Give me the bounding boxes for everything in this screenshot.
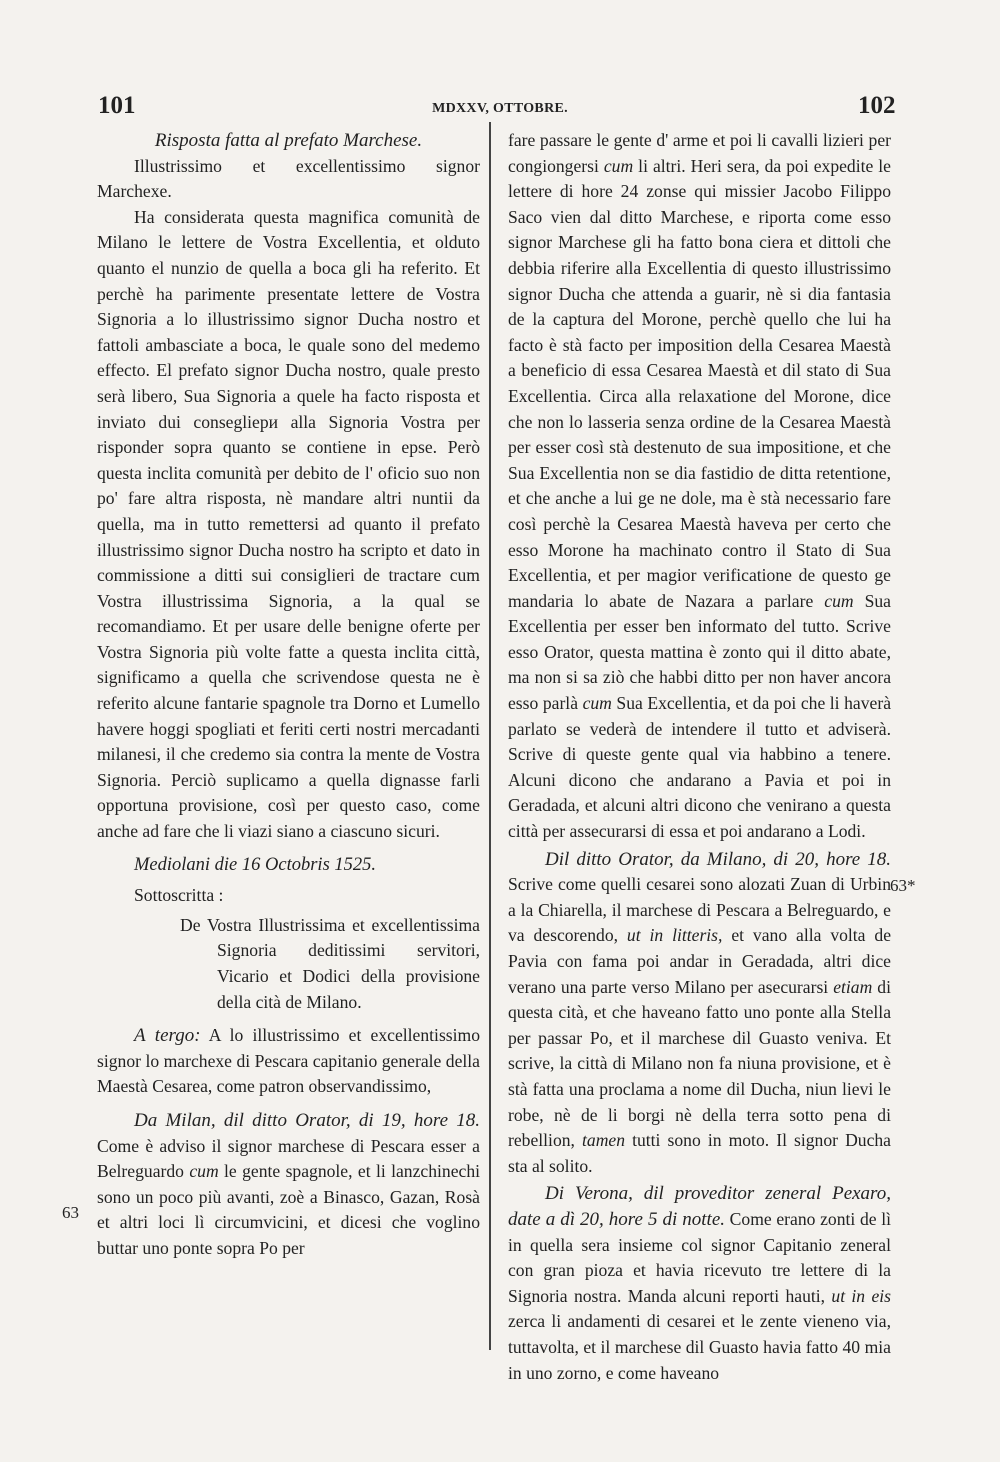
milan-dispatch [97, 1108, 480, 1262]
p2-b: et vano alla volta de Pavia con fama poi andar in Geradada, altri dice verano una parte verso Milano per asecurarsi [508, 925, 891, 997]
p1-cum-1: cum [603, 155, 634, 176]
signature-block [97, 913, 480, 1015]
page-number-left: 101 [98, 92, 136, 119]
signature-text: De Vostra Illustrissima et excellentissima Signoria deditissimi servitori, Vicario et Dodici della provisione della cità de Milano. [180, 914, 480, 1012]
milan-text-2: le gente spagnole, et li lanzchinechi sono un poco più avanti, zoè a Binasco, Gazan, Rosà et altri loci lì circumvicini, et dicesi che voglino buttar uno ponte sopra Po per [97, 1161, 481, 1258]
milan-dispatch-20 [508, 847, 891, 1180]
p1-b: li altri. Heri sera, da poi expedite le lettere di hore 24 zonse qui missier Jacobo Filippo Saco vien dal ditto Marchese, e riporta come esso signor Marchese gli ha fatto bona ciera et dittoli che debbia riferire alla Excellentia di questo illustrissimo signor Ducha che attenda a guarir, nè si dia fantasia de la captura del Morone, perchè quello che lui ha facto è stà facto per imposition della Cesarea Maestà a beneficio di essa Cesarea Maestà et dil stato di Sua Excellentia. Circa alla relaxatione del Morone, dice che non lo lasseria senza ordine de la Cesarea Maestà per esser così stà destenuto de sua impositione, et che Sua Excellentia non se dia fastidio de ditta retentione, et che anche a lui ge ne dole, ma è stà necessario fare così perchè la Cesarea Maestà haveva per certo che esso Morone ha machinato contro il Stato di Sua Excellentia, et per magior verificatione de questo ge mandaria lo abate de Nazara a parlare [508, 155, 891, 611]
milan-text-1: Come è adviso il signor marchese di Pescara esser a Belreguardo [97, 1135, 480, 1182]
letter-dateline: Mediolani die 16 Octobris 1525. [134, 854, 377, 875]
milan-cum: cum [189, 1161, 219, 1182]
continued-paragraph [508, 128, 891, 845]
p1-cum-3: cum [582, 693, 612, 714]
subscription-label: Sottoscritta : [134, 885, 224, 906]
tergo-text: A lo illustrissimo et excellentissimo signor lo marchexe di Pescara capitanio generale della Maestà Cesarea, come patron observandissimo, [97, 1025, 481, 1097]
p3-a: Come erano zonti de lì in quella sera insieme col signor Capitanio zeneral con gran pioza et havia ricevuto tre lettere di la Signoria nostra. Manda alcuni reporti hauti, [508, 1208, 891, 1306]
running-title: MDXXV, OTTOBRE. [432, 101, 568, 116]
p1-c: Sua Excellentia per esser ben informato del tutto. Scrive esso Orator, questa mattina è zonto qui il ditto abate, ma non si sa ziò che habbi ditto per non haver ancora esso parlà [508, 590, 891, 714]
p1-d: Sua Excellentia, et da poi che li haverà parlato se vederà de intendere il tutto et adviserà. Scrive di queste gente qual via habbino a tenere. Alcuni dicono che andarano a Pavia et poi in Geradada, et alcuni altri dicono che venirano a questa città per assecurarsi di essa et poi andarano a Lodi. [508, 693, 891, 842]
p1-a: fare passare le gente d' arme et poi li cavalli lizieri per congiongersi [508, 130, 891, 176]
p1-cum-2: cum [824, 590, 854, 611]
margin-note-right: 63* [890, 876, 916, 895]
p2-a: Scrive come quelli cesarei sono alozati Zuan di Urbin a la Chiarella, il marchese di Pescara a Belreguardo, e va descorendo, [508, 874, 891, 946]
p2-c: di questa cità, et che haveano fatto uno ponte alla Stella per passar Po, et il marchese dil Guasto veniva. Et scrive, la città di Milano non fa niuna provisione, et è stà fatta una proclama a nome dil Ducha, niun lievi le robe, nè de li borgi nè della terra sotto pena di rebellion, [508, 976, 891, 1151]
right-column [508, 128, 891, 1386]
left-column [97, 128, 480, 1262]
page-number-right: 102 [858, 92, 896, 119]
p2-it-1: ut in litteris, [626, 925, 723, 946]
p2-d: tutti sono in moto. Il signor Ducha sta al solito. [508, 1130, 891, 1176]
tergo-label: A tergo: [134, 1025, 201, 1047]
p2-it-3: tamen [582, 1130, 626, 1151]
letter-body: Ha considerata questa magnifica comunità de Milano le lettere de Vostra Excellentia, et olduto quanto el nunzio de quella a boca gli ha referito. Et perchè ha parimente presentate lettere de Vostra Signoria a lo illustrissimo signor Ducha nostro et fattoli ambasciate a boca, le quale sono del medemo effecto. El prefato signor Ducha nostro, quale presto serà libero, Sua Signoria a quele ha facto risposta et inviato dui consegliери alla Signoria Vostra per risponder sopra quanto se contiene in epse. Però questa inclita comunità per debito de l' oficio suo non po' fare altra risposta, nè mandare altri nuntii da quella, ma in tutto remettersi ad quanto il prefato illustrissimo signor Ducha nostro ha scripto et dato in commissione a ditti sui consiglieri de tractare cum Vostra illustrissima Signoria, a la qual se recomandiamo. Et per usare delle benigne oferte per Vostra Signoria più volte fatte a questa inclita città, significamo a quella che scrivendose questa ne è referito alcune fantarie spagnole tra Dorno et Lumello havere hoggi spogliati et feriti certi nostri mercadanti milanesi, il che credemo sia contra la mente de Vostra Signoria. Perciò suplicamo a quella dignasse farli opportuna provisione, così per questo caso, come anche ad fare che li viazi siano a ciascuno sicuri. [97, 206, 480, 842]
margin-note-left: 63 [62, 1203, 79, 1222]
p2-it-2: etiam [833, 976, 873, 997]
p3-it-1: ut in eis [831, 1285, 891, 1306]
verona-dispatch-heading: Di Verona, dil proveditor zeneral Pexaro, date a dì 20, hore 5 di notte. [508, 1183, 891, 1230]
milan-dispatch-20-heading: Dil ditto Orator, da Milano, di 20, hore 18. [545, 848, 891, 870]
column-divider [489, 122, 491, 1350]
section-title: Risposta fatta al prefato Marchese. [154, 130, 423, 151]
p3-b: zerca li andamenti di cesarei et le zente vieneno via, tuttavolta, et il marchese dil Guasto havia fatto 40 mia in uno zorno, e come haveano [508, 1311, 891, 1383]
milan-dispatch-heading: Da Milan, dil ditto Orator, di 19, hore 18. [134, 1109, 480, 1131]
salutation: Illustrissimo et excellentissimo signor Marchexe. [97, 155, 480, 202]
verona-dispatch [508, 1181, 891, 1386]
address-paragraph [97, 1023, 480, 1100]
